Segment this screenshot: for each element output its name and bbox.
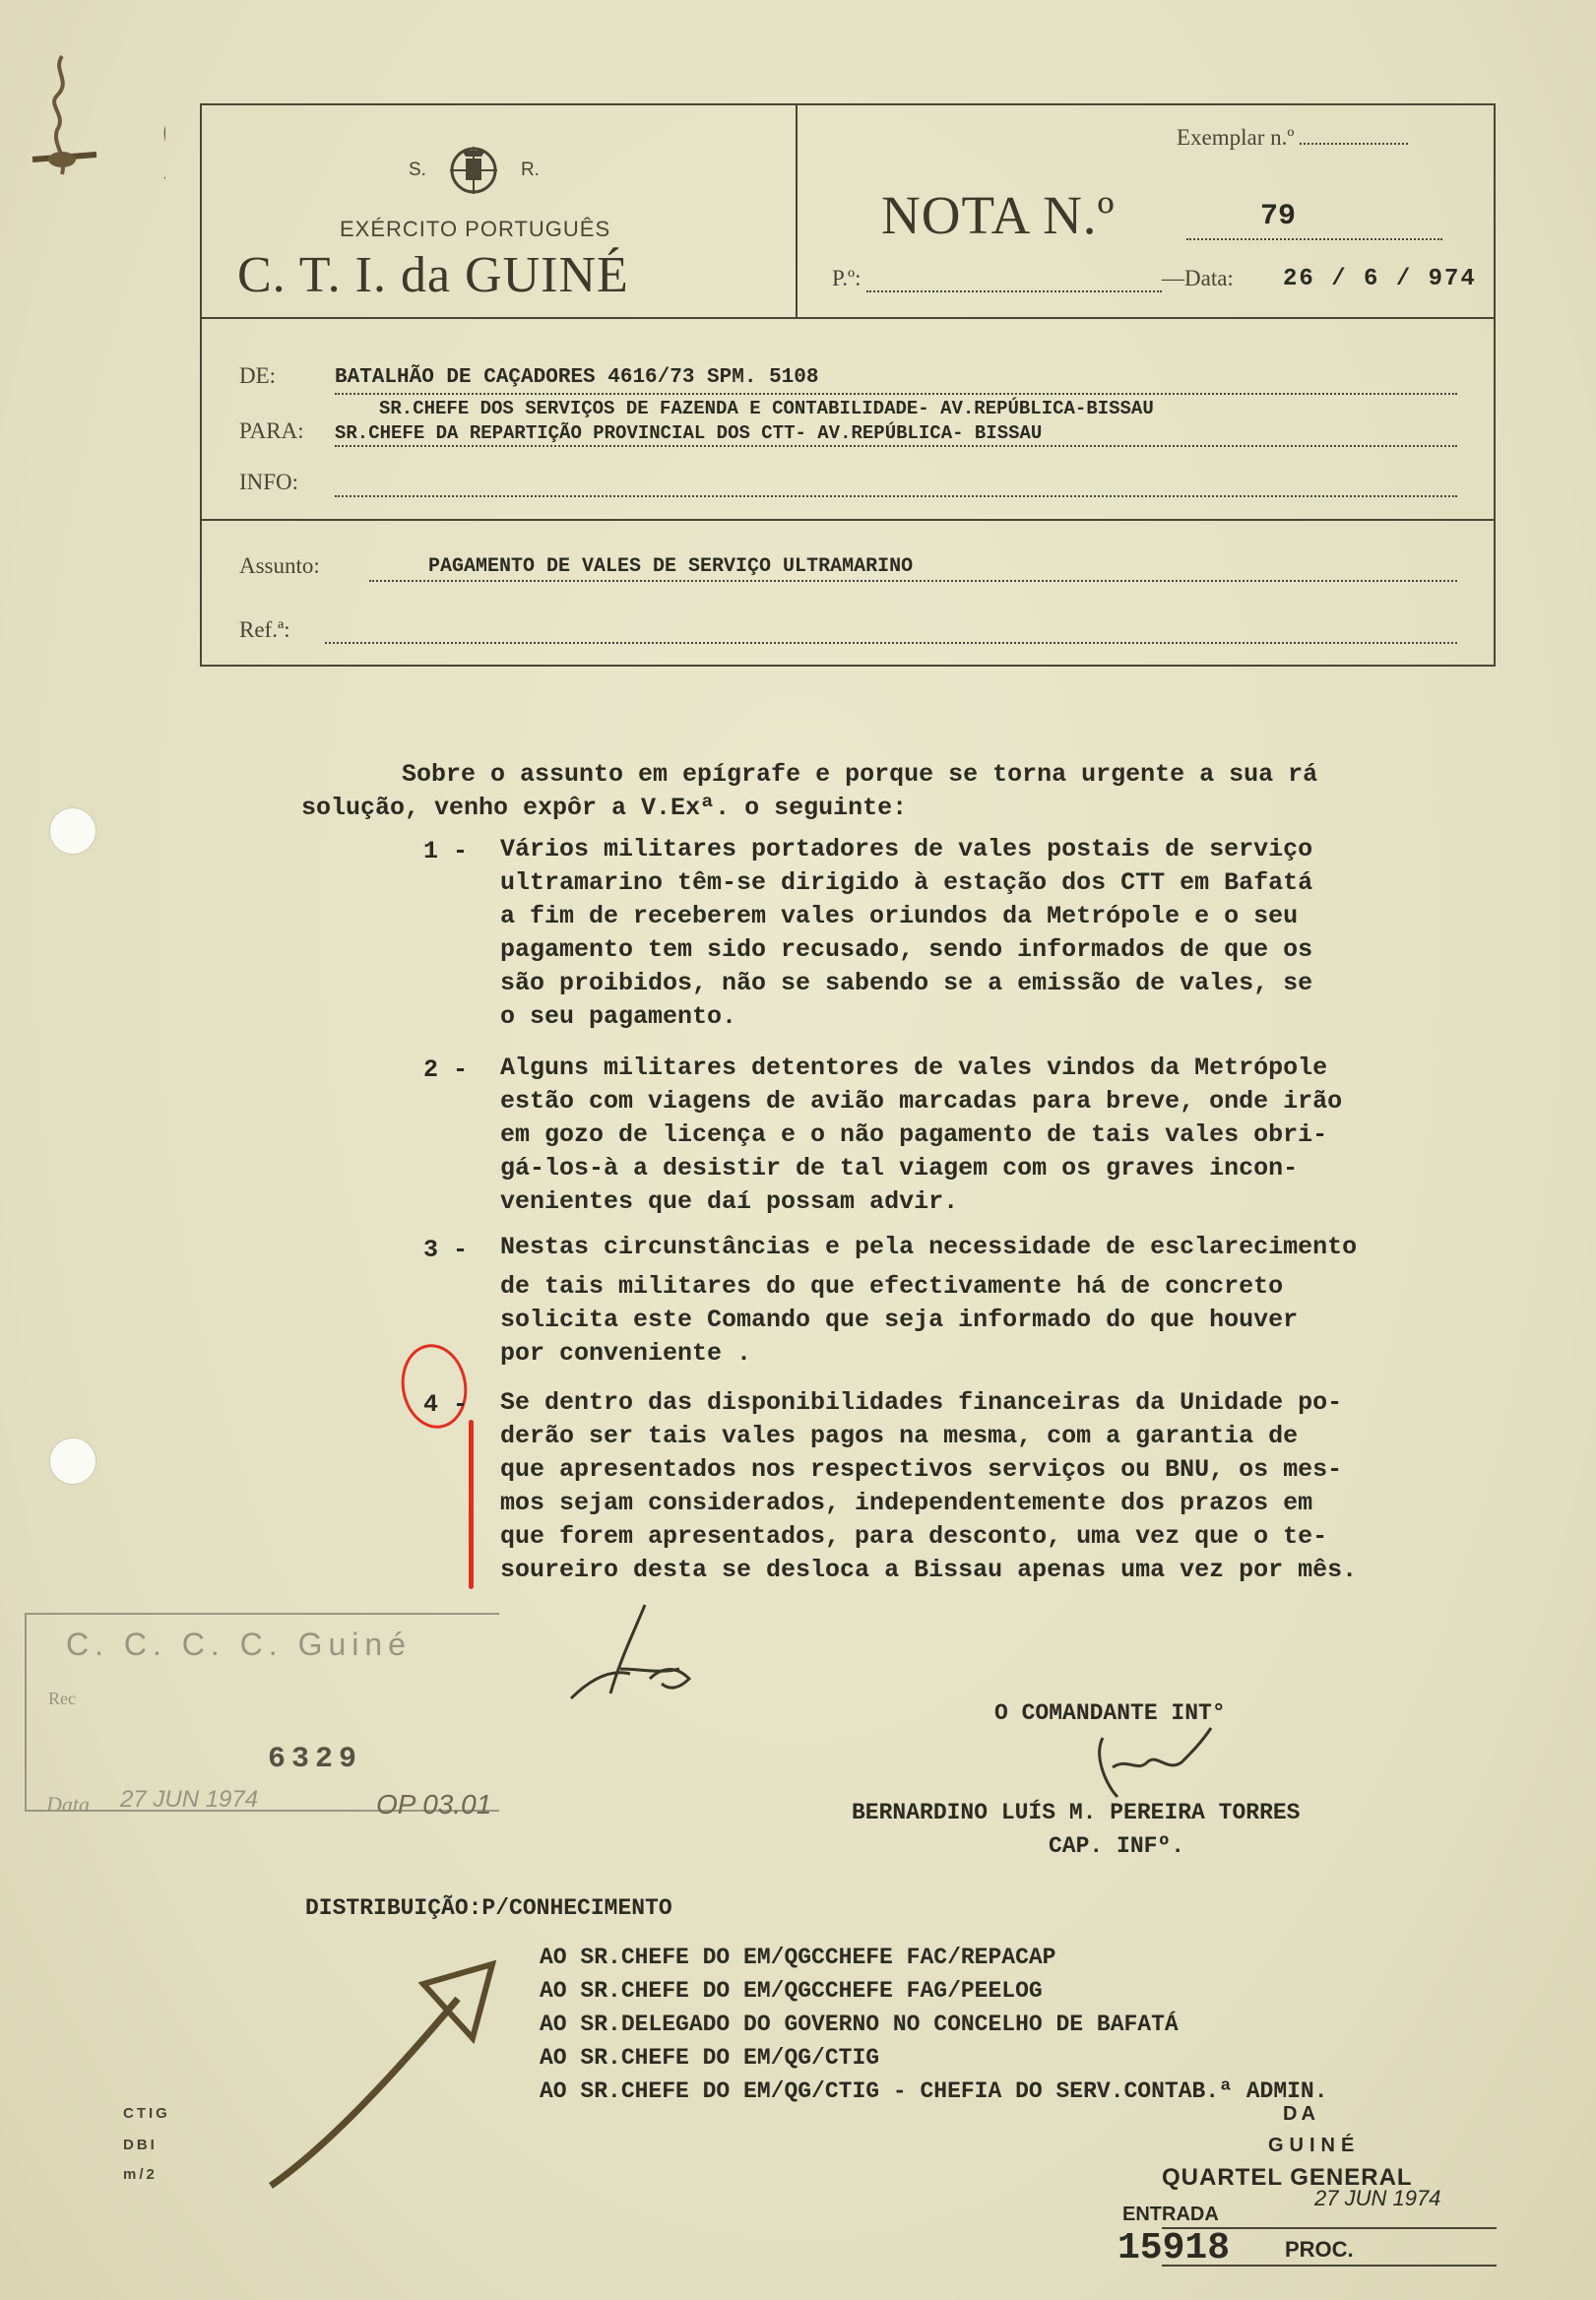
arrow-icon <box>261 1954 527 2191</box>
item-3-line-1: Nestas circunstâncias e pela necessidade de esclarecimento <box>500 1233 1358 1261</box>
item-3-number: 3 - <box>423 1236 469 1264</box>
item-3-line-4: por conveniente . <box>500 1339 752 1368</box>
item-1-line-1: Vários militares portadores de vales postais de serviço <box>500 835 1313 863</box>
para-value-1: SR.CHEFE DOS SERVIÇOS DE FAZENDA E CONTABILIDADE- AV.REPÚBLICA-BISSAU <box>379 398 1154 419</box>
item-1-line-6: o seu pagamento. <box>500 1002 737 1031</box>
item-1-line-3: a fim de receberem vales oriundos da Metrópole e o seu <box>500 902 1299 930</box>
assunto-label: Assunto: <box>239 553 320 578</box>
initials-signature <box>551 1600 709 1718</box>
exemplar-field <box>1177 125 1408 151</box>
qg-stamp-line <box>1162 2265 1497 2267</box>
item-4-line-5: que forem apresentados, para desconto, uma vez que o te- <box>500 1522 1328 1551</box>
ref-line <box>325 642 1457 644</box>
qg-stamp-guine: GUINÉ <box>1268 2135 1361 2156</box>
de-value: BATALHÃO DE CAÇADORES 4616/73 SPM. 5108 <box>335 366 819 389</box>
red-annotation-mark <box>469 1420 474 1589</box>
item-4-number: 4 - <box>423 1390 469 1419</box>
distribution-title: DISTRIBUIÇÃO:P/CONHECIMENTO <box>305 1895 672 1921</box>
distribution-item: AO SR.DELEGADO DO GOVERNO NO CONCELHO DE BAFATÁ <box>540 2012 1179 2037</box>
date-label: —Data: <box>1162 266 1234 290</box>
info-label: INFO: <box>239 470 299 494</box>
commander-name: BERNARDINO LUÍS M. PEREIRA TORRES <box>852 1800 1301 1825</box>
red-annotation-circle <box>395 1339 474 1434</box>
unit-title: C. T. I. da GUINÉ <box>237 247 629 303</box>
nota-number: 79 <box>1260 200 1297 233</box>
qg-stamp-entrada-number: 15918 <box>1117 2227 1231 2269</box>
qg-stamp-entrada-date: 27 JUN 1974 <box>1314 2186 1441 2210</box>
distribution-item: AO SR.CHEFE DO EM/QG/CTIG - CHEFIA DO SERV.CONTAB.ª ADMIN. <box>540 2078 1328 2104</box>
punch-hole-bottom <box>49 1438 96 1485</box>
intro-line-2: solução, venho expôr a V.Exª. o seguinte: <box>301 794 908 822</box>
qg-stamp-entrada-label: ENTRADA <box>1122 2204 1219 2225</box>
item-2-line-2: estão com viagens de avião marcadas para breve, onde irão <box>500 1087 1343 1116</box>
item-3-line-3: solicita este Comando que seja informado do que houver <box>500 1306 1299 1334</box>
nota-label: NOTA N.º <box>881 185 1116 245</box>
form-code-line-1: CTIG <box>123 2105 170 2122</box>
para-value-2: SR.CHEFE DA REPARTIÇÃO PROVINCIAL DOS CTT- AV.REPÚBLICA- BISSAU <box>335 422 1043 444</box>
stamp-date: 27 JUN 1974 <box>120 1786 259 1813</box>
distribution-item: AO SR.CHEFE DO EM/QGCCHEFE FAG/PEELOG <box>540 1978 1043 2004</box>
header-form <box>200 103 1496 667</box>
header-rule <box>202 317 1494 319</box>
nota-line <box>1186 238 1442 240</box>
item-4-line-1: Se dentro das disponibilidades financeiras da Unidade po- <box>500 1388 1343 1417</box>
staple-icon <box>28 51 165 179</box>
item-1-line-4: pagamento tem sido recusado, sendo informados de que os <box>500 935 1313 964</box>
item-4-line-2: derão ser tais vales pagos na mesma, com a garantia de <box>500 1422 1299 1450</box>
assunto-value: PAGAMENTO DE VALES DE SERVIÇO ULTRAMARINO <box>428 555 914 578</box>
assunto-line <box>369 580 1457 582</box>
reception-stamp <box>25 1613 499 1820</box>
de-line <box>335 393 1457 395</box>
coat-of-arms-icon <box>446 143 501 198</box>
form-code-line-3: m/2 <box>123 2166 158 2183</box>
commander-rank: CAP. INFº. <box>1049 1833 1185 1859</box>
stamp-title: C. C. C. C. Guiné <box>66 1627 412 1662</box>
item-2-line-3: em gozo de licença e o não pagamento de tais vales obri- <box>500 1120 1328 1149</box>
info-line <box>335 495 1457 497</box>
item-2-line-1: Alguns militares detentores de vales vindos da Metrópole <box>500 1054 1328 1082</box>
commander-title: O COMANDANTE INT° <box>994 1700 1226 1726</box>
exemplar-label: Exemplar n.º <box>1177 125 1295 150</box>
distribution-item: AO SR.CHEFE DO EM/QGCCHEFE FAC/REPACAP <box>540 1945 1056 1970</box>
qg-stamp-line <box>1162 2227 1497 2229</box>
header-divider <box>796 105 798 317</box>
qg-stamp-quartel: QUARTEL GENERAL <box>1162 2164 1413 2191</box>
item-2-number: 2 - <box>423 1055 469 1084</box>
qg-stamp-da: DA <box>1283 2103 1319 2125</box>
item-4-line-4: mos sejam considerados, independentemente dos prazos em <box>500 1489 1313 1517</box>
distribution-item: AO SR.CHEFE DO EM/QG/CTIG <box>540 2045 880 2071</box>
p-label: P.º: <box>832 266 862 290</box>
routing-rule <box>202 519 1494 521</box>
stamp-code: OP 03.01 <box>376 1789 492 1820</box>
crest-right-letter: R. <box>520 160 540 180</box>
para-line <box>335 445 1457 447</box>
commander-signature <box>1088 1718 1226 1807</box>
item-1-line-2: ultramarino têm-se dirigido à estação dos CTT em Bafatá <box>500 868 1313 897</box>
crest-left-letter: S. <box>409 160 426 180</box>
army-label: EXÉRCITO PORTUGUÊS <box>340 217 611 241</box>
stamp-number: 6329 <box>268 1743 363 1776</box>
para-label: PARA: <box>239 418 304 443</box>
date-value: 26 / 6 / 974 <box>1283 266 1477 292</box>
ref-label: Ref.ª: <box>239 617 290 642</box>
p-line <box>866 290 1162 292</box>
form-code-line-2: DBI <box>123 2137 158 2153</box>
intro-line-1: Sobre o assunto em epígrafe e porque se torna urgente a sua rá <box>402 760 1318 789</box>
item-1-number: 1 - <box>423 837 469 865</box>
qg-stamp-proc: PROC. <box>1285 2237 1354 2262</box>
item-1-line-5: são proibidos, não se sabendo se a emissão de vales, se <box>500 969 1313 997</box>
item-2-line-4: gá-los-à a desistir de tal viagem com os graves incon- <box>500 1154 1299 1182</box>
de-label: DE: <box>239 363 277 388</box>
item-4-line-3: que apresentados nos respectivos serviços ou BNU, os mes- <box>500 1455 1343 1484</box>
item-2-line-5: venientes que daí possam advir. <box>500 1187 959 1216</box>
item-4-line-6: soureiro desta se desloca a Bissau apenas uma vez por mês. <box>500 1556 1358 1584</box>
stamp-rec-label: Rec <box>48 1689 76 1708</box>
stamp-date-label: Data <box>46 1792 90 1817</box>
exemplar-blank <box>1300 143 1408 145</box>
punch-hole-top <box>49 807 96 855</box>
item-3-line-2: de tais militares do que efectivamente há de concreto <box>500 1272 1284 1301</box>
crest-row <box>409 143 540 198</box>
